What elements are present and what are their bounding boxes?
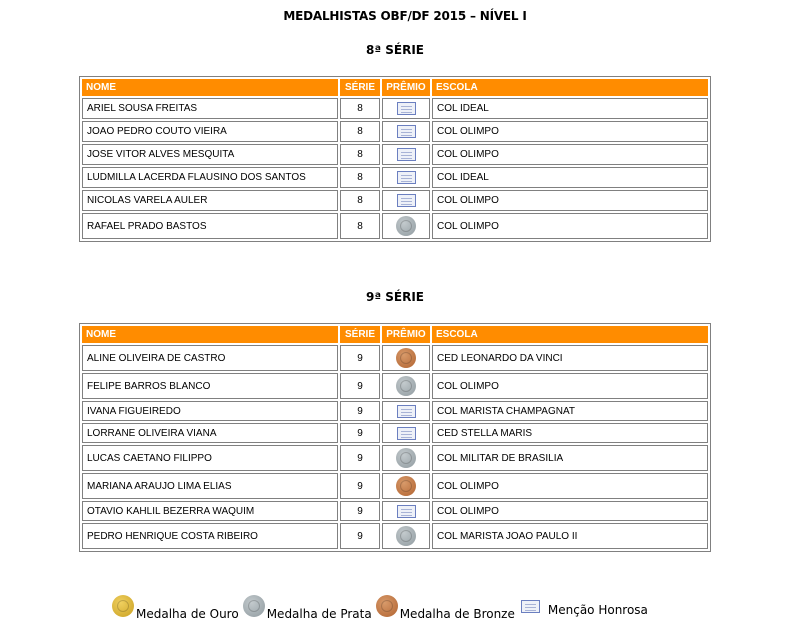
cell-nome: LUCAS CAETANO FILIPPO xyxy=(82,445,338,471)
cell-nome: ARIEL SOUSA FREITAS xyxy=(82,98,338,119)
certificate-icon xyxy=(397,148,416,161)
cell-premio xyxy=(382,98,430,119)
page-title: MEDALHISTAS OBF/DF 2015 – NÍVEL I xyxy=(283,9,527,23)
legend-label: Medalha de Prata xyxy=(266,607,372,621)
table-row xyxy=(82,345,708,371)
legend-item-ouro xyxy=(112,595,239,621)
cell-nome: ALINE OLIVEIRA DE CASTRO xyxy=(82,345,338,371)
table-row xyxy=(82,401,708,421)
cell-escola: COL IDEAL xyxy=(432,98,708,119)
table-row xyxy=(82,445,708,471)
table-row xyxy=(82,501,708,521)
cell-escola: COL OLIMPO xyxy=(432,190,708,211)
table-row xyxy=(82,473,708,499)
silver-medal-icon xyxy=(396,526,416,546)
cell-premio xyxy=(382,401,430,421)
cell-escola: COL OLIMPO xyxy=(432,121,708,142)
cell-nome: PEDRO HENRIQUE COSTA RIBEIRO xyxy=(82,523,338,549)
table-header-row xyxy=(82,79,708,96)
medalists-table-9 xyxy=(79,323,711,552)
cell-serie: 8 xyxy=(340,121,380,142)
cell-escola: CED LEONARDO DA VINCI xyxy=(432,345,708,371)
silver-medal-icon xyxy=(396,448,416,468)
cell-premio xyxy=(382,473,430,499)
cell-serie: 8 xyxy=(340,98,380,119)
cell-escola: COL IDEAL xyxy=(432,167,708,188)
cell-escola: COL MARISTA JOAO PAULO II xyxy=(432,523,708,549)
cell-escola: COL OLIMPO xyxy=(432,501,708,521)
legend-item-bronze xyxy=(376,595,515,621)
certificate-icon xyxy=(397,102,416,115)
cell-premio xyxy=(382,373,430,399)
certificate-icon xyxy=(397,505,416,518)
cell-nome: LUDMILLA LACERDA FLAUSINO DOS SANTOS xyxy=(82,167,338,188)
cell-escola: COL MILITAR DE BRASILIA xyxy=(432,445,708,471)
column-header-serie: SÉRIE xyxy=(340,326,380,343)
column-header-serie: SÉRIE xyxy=(340,79,380,96)
cell-nome: IVANA FIGUEIREDO xyxy=(82,401,338,421)
legend-label: Medalha de Bronze xyxy=(399,607,515,621)
bronze-medal-icon xyxy=(396,476,416,496)
table-row xyxy=(82,98,708,119)
cell-serie: 9 xyxy=(340,345,380,371)
bronze-medal-icon xyxy=(376,595,398,617)
cell-serie: 9 xyxy=(340,445,380,471)
cell-nome: NICOLAS VARELA AULER xyxy=(82,190,338,211)
cell-nome: LORRANE OLIVEIRA VIANA xyxy=(82,423,338,443)
silver-medal-icon xyxy=(396,216,416,236)
table-row xyxy=(82,190,708,211)
certificate-icon xyxy=(397,194,416,207)
column-header-premio: PRÊMIO xyxy=(382,79,430,96)
cell-premio xyxy=(382,501,430,521)
gold-medal-icon xyxy=(112,595,134,617)
section-heading-9: 9ª SÉRIE xyxy=(365,290,425,304)
cell-serie: 8 xyxy=(340,213,380,239)
silver-medal-icon xyxy=(243,595,265,617)
cell-serie: 8 xyxy=(340,167,380,188)
cell-nome: RAFAEL PRADO BASTOS xyxy=(82,213,338,239)
silver-medal-icon xyxy=(396,376,416,396)
cell-nome: OTAVIO KAHLIL BEZERRA WAQUIM xyxy=(82,501,338,521)
certificate-icon xyxy=(397,427,416,440)
table-row xyxy=(82,373,708,399)
section-heading-8: 8ª SÉRIE xyxy=(365,43,425,57)
column-header-nome: NOME xyxy=(82,79,338,96)
cell-escola: COL OLIMPO xyxy=(432,473,708,499)
cell-escola: COL MARISTA CHAMPAGNAT xyxy=(432,401,708,421)
table-row xyxy=(82,423,708,443)
cell-escola: COL OLIMPO xyxy=(432,213,708,239)
certificate-icon xyxy=(521,600,540,613)
cell-serie: 8 xyxy=(340,190,380,211)
table-row xyxy=(82,167,708,188)
table-row xyxy=(82,523,708,549)
table-row xyxy=(82,213,708,239)
legend xyxy=(112,595,652,621)
certificate-icon xyxy=(397,405,416,418)
cell-escola: CED STELLA MARIS xyxy=(432,423,708,443)
legend-label: Medalha de Ouro xyxy=(136,607,239,621)
cell-premio xyxy=(382,144,430,165)
cell-premio xyxy=(382,523,430,549)
cell-serie: 9 xyxy=(340,373,380,399)
cell-nome: JOAO PEDRO COUTO VIEIRA xyxy=(82,121,338,142)
column-header-escola: ESCOLA xyxy=(432,79,708,96)
cell-serie: 9 xyxy=(340,523,380,549)
cell-premio xyxy=(382,121,430,142)
cell-nome: JOSE VITOR ALVES MESQUITA xyxy=(82,144,338,165)
cell-nome: FELIPE BARROS BLANCO xyxy=(82,373,338,399)
cell-serie: 9 xyxy=(340,401,380,421)
certificate-icon xyxy=(397,171,416,184)
cell-premio xyxy=(382,445,430,471)
legend-label: Menção Honrosa xyxy=(547,603,648,617)
cell-serie: 8 xyxy=(340,144,380,165)
column-header-nome: NOME xyxy=(82,326,338,343)
table-row xyxy=(82,144,708,165)
cell-premio xyxy=(382,345,430,371)
bronze-medal-icon xyxy=(396,348,416,368)
cell-serie: 9 xyxy=(340,473,380,499)
column-header-premio: PRÊMIO xyxy=(382,326,430,343)
table-body xyxy=(82,98,708,239)
cell-escola: COL OLIMPO xyxy=(432,373,708,399)
legend-item-mencao xyxy=(519,599,648,617)
cell-nome: MARIANA ARAUJO LIMA ELIAS xyxy=(82,473,338,499)
cell-premio xyxy=(382,423,430,443)
cell-premio xyxy=(382,213,430,239)
certificate-icon xyxy=(397,125,416,138)
table-body xyxy=(82,345,708,549)
cell-serie: 9 xyxy=(340,423,380,443)
cell-premio xyxy=(382,167,430,188)
medalists-table-8 xyxy=(79,76,711,242)
cell-serie: 9 xyxy=(340,501,380,521)
table-header-row xyxy=(82,326,708,343)
legend-item-prata xyxy=(243,595,372,621)
cell-escola: COL OLIMPO xyxy=(432,144,708,165)
column-header-escola: ESCOLA xyxy=(432,326,708,343)
table-row xyxy=(82,121,708,142)
cell-premio xyxy=(382,190,430,211)
